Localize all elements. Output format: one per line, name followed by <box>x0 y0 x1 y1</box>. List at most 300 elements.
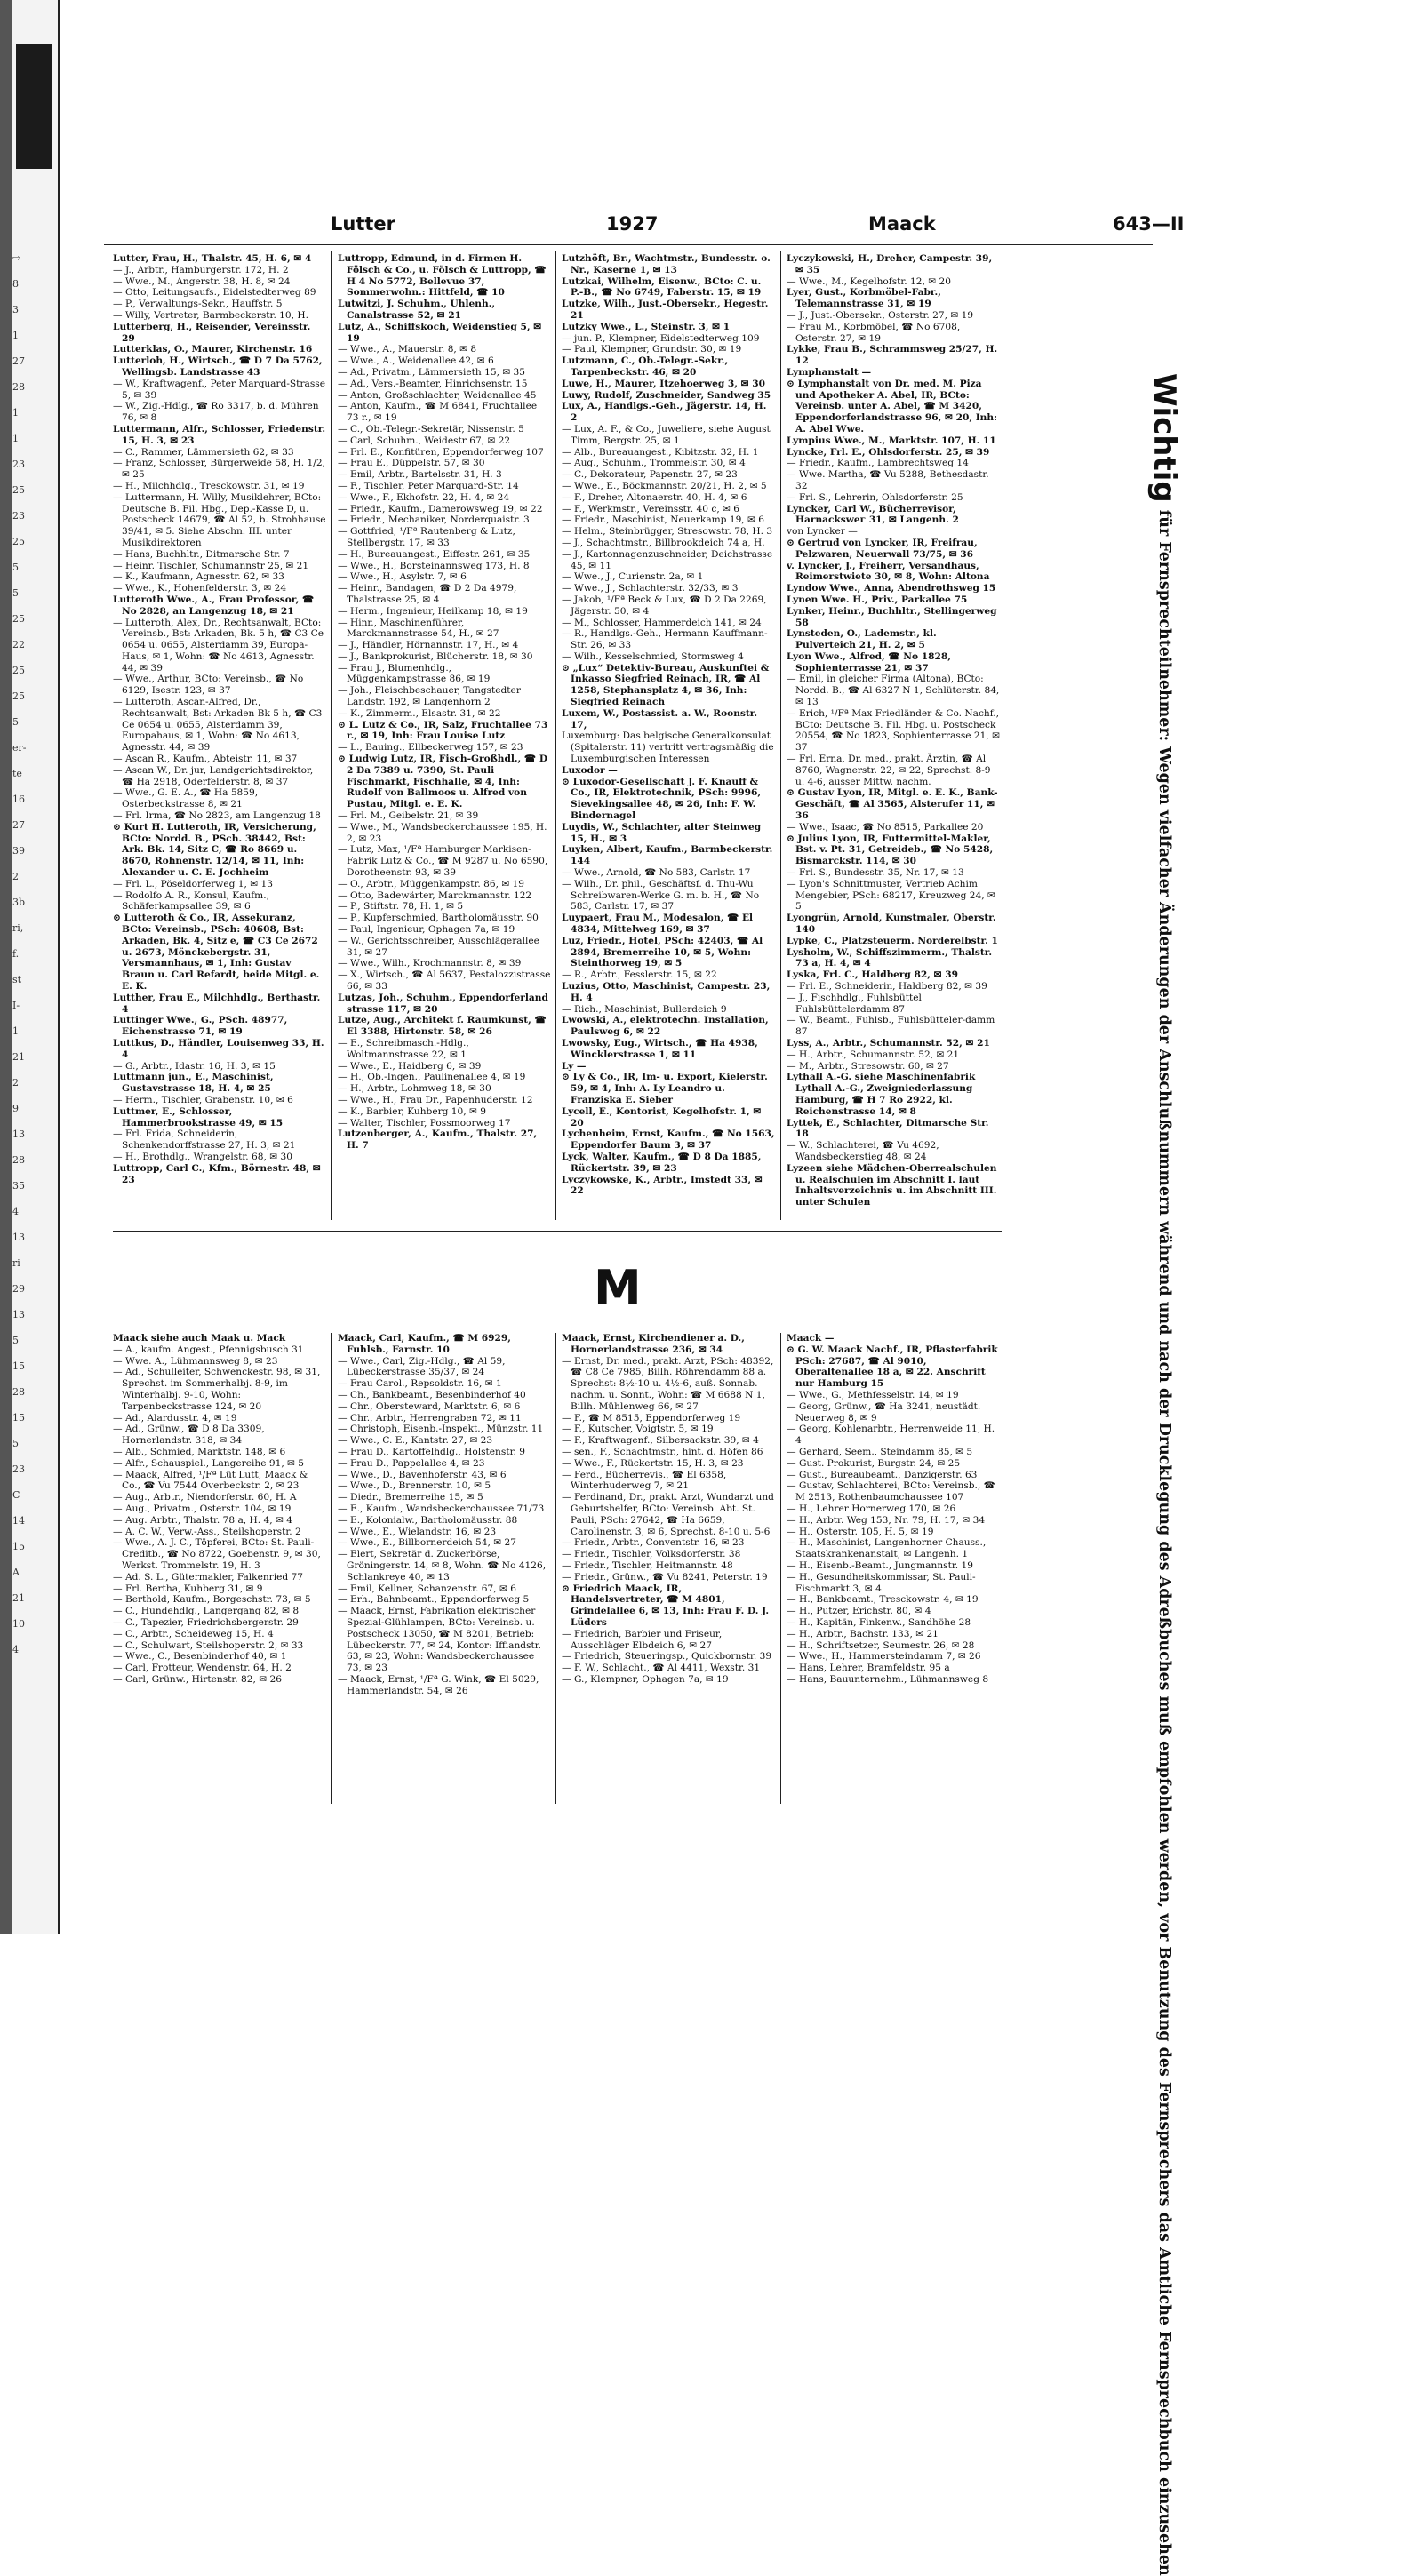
facing-fragment: 23 <box>12 1463 25 1475</box>
header-rule <box>104 244 1153 245</box>
directory-entry: Maack, Carl, Kaufm., ☎ M 6929, Fuhlsb., Farnstr. 10 <box>338 1333 511 1355</box>
directory-entry: ⊙ Ly & Co., IR, Im- u. Export, Kielerstr. 59, ✉ 4, Inh: A. Ly Leandro u. Franziska E. Sieber <box>562 1072 768 1105</box>
facing-fragment: 10 <box>12 1618 25 1630</box>
directory-entry: ⊙ Lutteroth & Co., IR, Assekuranz, BCto: Vereinsb., PSch: 40608, Bst: Arkaden, Bk. 4, Sitz e, ☎ C3 Ce 2672 u. 2673, Mönckebergstr. 31, Versmannhaus, ✉ 1, Inh: Gustav Braun u. Carl Refardt, beide Mitgl. e. E. K. <box>113 913 320 992</box>
directory-entry: — Lyon's Schnittmuster, Vertrieb Achim Mengebier, PSch: 68217, Kreuzweg 24, ✉ 5 <box>787 878 995 913</box>
directory-entry: — Hans, Buchhltr., Ditmarsche Str. 7 <box>113 548 290 560</box>
directory-entry: Luz, Friedr., Hotel, PSch: 42403, ☎ Al 2894, Bremerreihe 10, ✉ 5, Wohn: Steinthorweg 19, ✉ 5 <box>562 935 763 969</box>
directory-entry: — Carl, Schuhm., Weidestr 67, ✉ 22 <box>338 435 511 446</box>
facing-fragment: 28 <box>12 1386 25 1398</box>
directory-entry: Luxem, W., Postassist. a. W., Roonstr. 17, <box>562 707 758 730</box>
directory-entry: — Wwe., M., Angerstr. 38, H. 8, ✉ 24 <box>113 275 291 287</box>
directory-entry: — Gust., Bureaubeamt., Danzigerstr. 63 <box>787 1469 978 1480</box>
column-divider <box>555 251 556 1220</box>
directory-entry: Lycell, E., Kontorist, Kegelhofstr. 1, ✉ 20 <box>562 1105 762 1128</box>
directory-entry: — Diedr., Bremerreihe 15, ✉ 5 <box>338 1492 483 1503</box>
facing-fragment: 27 <box>12 819 25 831</box>
directory-entry: — Elert, Sekretär d. Zuckerbörse, Gröningerstr. 14, ✉ 8, Wohn. ☎ No 4126, Schlankreye 40, ✉ 13 <box>338 1549 547 1583</box>
column-maack-ernst-g <box>562 1333 775 1795</box>
directory-entry: — Alb., Schmied, Marktstr. 148, ✉ 6 <box>113 1446 286 1457</box>
directory-entry: Lwowski, A., elektrotechn. Installation, Paulsweg 6, ✉ 22 <box>562 1015 769 1038</box>
directory-entry: Lyndow Wwe., Anna, Abendrothsweg 15 <box>787 583 996 594</box>
directory-entry: — Chr., Arbtr., Herrengraben 72, ✉ 11 <box>338 1412 522 1424</box>
directory-entry: — jun. P., Klempner, Eidelstedterweg 109 <box>562 332 760 344</box>
directory-entry: — Friedr., Kaufm., Lambrechtsweg 14 <box>787 458 969 469</box>
directory-entry: v. Lyncker, J., Freiherr, Versandhaus, Reimerstwiete 30, ✉ 8, Wohn: Altona <box>787 560 990 583</box>
directory-entry: Lynen Wwe. H., Priv., Parkallee 75 <box>787 594 968 605</box>
directory-entry: — Aug. Arbtr., Thalstr. 78 a, H. 4, ✉ 4 <box>113 1514 292 1526</box>
directory-entry: — Wwe., M., Kegelhofstr. 12, ✉ 20 <box>787 275 951 287</box>
directory-entry: — Frau M., Korbmöbel, ☎ No 6708, Osterstr. 27, ✉ 19 <box>787 321 961 344</box>
column-divider <box>555 1333 556 1804</box>
directory-entry: — Wwe., C. E., Kantstr. 27, ✉ 23 <box>338 1435 493 1447</box>
directory-entry: — M., Schlosser, Hammerdeich 141, ✉ 24 <box>562 617 762 628</box>
directory-entry: — Wwe., C., Besenbinderhof 40, ✉ 1 <box>113 1651 287 1663</box>
facing-fragment: 15 <box>12 1412 25 1424</box>
directory-entry: — Gerhard, Seem., Steindamm 85, ✉ 5 <box>787 1446 973 1457</box>
facing-fragment: I- <box>12 1000 20 1011</box>
directory-entry: ⊙ „Lux“ Detektiv-Bureau, Auskunftei & Inkasso Siegfried Reinach, IR, ☎ Al 1258, Stephansplatz 4, ✉ 36, Inh: Siegfried Reinach <box>562 662 770 708</box>
directory-entry: — Ad., Grünw., ☎ D 8 Da 3309, Hornerlandstr. 318, ✉ 34 <box>113 1424 265 1447</box>
directory-entry: — Friedrich, Steueringsp., Quickbornstr. 39 <box>562 1651 772 1663</box>
directory-entry: — Berthold, Kaufm., Borgeschstr. 73, ✉ 5 <box>113 1594 311 1606</box>
directory-entry: Luttropp, Carl C., Kfm., Börnestr. 48, ✉ 23 <box>113 1162 321 1185</box>
facing-fragment: 2 <box>12 871 19 882</box>
directory-entry: — H., Bureauangest., Eiffestr. 261, ✉ 35 <box>338 548 531 560</box>
directory-entry: — Georg, Kohlenarbtr., Herrenweide 11, H. 4 <box>787 1424 995 1447</box>
notice-text: für Fernsprechteilnehmer: Wegen vielfacher Änderungen der Anschlußnummern während und nach der Drucklegung des Adreßbuches muß empfohlen werden, vor Benutzung des Fernsprechers das Amtliche Fernsprechbuch einzusehen <box>1155 509 1173 2576</box>
directory-entry: — H., Arbtr. Weg 153, Nr. 79, H. 17, ✉ 34 <box>787 1514 986 1526</box>
header-year: 1927 <box>606 213 659 235</box>
facing-fragment: 21 <box>12 1051 25 1063</box>
facing-fragment: 5 <box>12 1335 19 1346</box>
facing-fragment: 28 <box>12 1154 25 1166</box>
directory-entry: Lyck, Walter, Kaufm., ☎ D 8 Da 1885, Rückertstr. 39, ✉ 23 <box>562 1151 762 1174</box>
facing-fragment: 1 <box>12 407 19 419</box>
directory-entry: — J., Just.-Obersekr., Osterstr. 27, ✉ 19 <box>787 309 974 321</box>
directory-entry: — Wwe., E., Haidberg 6, ✉ 39 <box>338 1060 482 1072</box>
directory-entry: Lynker, Heinr., Buchhltr., Stellingerweg 58 <box>787 605 997 628</box>
header-right-keyword: Maack <box>868 213 936 235</box>
directory-entry: — J., Kartonnagenzuschneider, Deichstrasse 45, ✉ 11 <box>562 548 773 571</box>
directory-entry: Luydis, W., Schlachter, alter Steinweg 15, H., ✉ 3 <box>562 821 762 844</box>
directory-entry: — sen., F., Schachtmstr., hint. d. Höfen 86 <box>562 1446 763 1457</box>
directory-entry: — Walter, Tischler, Possmoorweg 17 <box>338 1117 511 1128</box>
directory-entry: Lutzenberger, A., Kaufm., Thalstr. 27, H. 7 <box>338 1128 538 1152</box>
directory-entry: ⊙ Julius Lyon, IR, Futtermittel-Makler, Bst. v. Pt. 31, Getreideb., ☎ No 5428, Bismarckstr. 114, ✉ 30 <box>787 833 994 867</box>
directory-entry: — Ad. S. L., Gütermakler, Falkenried 77 <box>113 1571 304 1583</box>
directory-entry: Lutterberg, H., Reisender, Vereinsstr. 29 <box>113 321 311 344</box>
directory-entry: — E., Kaufm., Wandsbeckerchaussee 71/73 <box>338 1503 545 1514</box>
directory-entry: — Luttermann, H. Willy, Musiklehrer, BCto: Deutsche B. Fil. Hbg., Dep.-Kasse D, u. Postscheck 14679, ☎ Al 52, b. Strohhause 39/41, ✉ 5. Siehe Abschn. III. unter Musikdirektoren <box>113 491 326 548</box>
directory-entry: — K., Zimmerm., Elsastr. 31, ✉ 22 <box>338 707 501 719</box>
directory-entry: — Wwe., M., Wandsbeckerchaussee 195, H. 2, ✉ 23 <box>338 821 547 844</box>
directory-entry: — E., Schreibmasch.-Hdlg., Woltmannstrasse 22, ✉ 1 <box>338 1037 469 1060</box>
directory-entry: — A., kaufm. Angest., Pfennigsbusch 31 <box>113 1344 304 1355</box>
directory-entry: — Friedrich, Barbier und Friseur, Ausschläger Elbdeich 6, ✉ 27 <box>562 1628 723 1651</box>
directory-entry: Lux, A., Handlgs.-Geh., Jägerstr. 14, H. 2 <box>562 401 767 424</box>
facing-fragment: 25 <box>12 613 25 625</box>
running-header <box>331 213 1202 240</box>
directory-entry: Lyon Wwe., Alfred, ☎ No 1828, Sophienterrasse 21, ✉ 37 <box>787 650 951 674</box>
directory-entry: ⊙ Lymphanstalt von Dr. med. M. Piza und Apotheker A. Abel, IR, BCto: Vereinsb. unter A. Abel, ☎ M 3420, Eppendorferlandstrasse 96, ✉ 20, Inh: A. Abel Wwe. <box>787 378 997 435</box>
directory-entry: Lympius Wwe., M., Marktstr. 107, H. 11 <box>787 435 996 446</box>
directory-entry: von Lyncker — <box>787 526 858 538</box>
directory-entry: — Herm., Ingenieur, Heilkamp 18, ✉ 19 <box>338 605 528 617</box>
directory-entry: — Wwe., E., Böckmannstr. 20/21, H. 2, ✉ 5 <box>562 480 767 491</box>
facing-fragment: 8 <box>12 278 19 290</box>
directory-entry: — J., Bankprokurist, Blücherstr. 18, ✉ 30 <box>338 650 533 662</box>
directory-entry: — Wwe. Martha, ☎ Vu 5288, Bethesdastr. 32 <box>787 469 989 491</box>
directory-entry: — A. C. W., Verw.-Ass., Steilshoperstr. 2 <box>113 1526 301 1537</box>
directory-entry: — Wwe., H., Asylstr. 7, ✉ 6 <box>338 571 467 583</box>
directory-entry: — Frl. E., Konfitüren, Eppendorferweg 107 <box>338 446 544 458</box>
directory-entry: Lyttek, E., Schlachter, Ditmarsche Str. 18 <box>787 1117 989 1140</box>
directory-entry: Lutzas, Joh., Schuhm., Eppendorferland strasse 117, ✉ 20 <box>338 992 548 1015</box>
directory-entry: — Wwe., H., Hammersteindamm 7, ✉ 26 <box>787 1651 981 1663</box>
column-lyczykowski-lyzeen <box>787 253 1000 1213</box>
facing-fragment: 14 <box>12 1515 25 1527</box>
directory-entry: Lutter, Frau, H., Thalstr. 45, H. 6, ✉ 4 <box>113 253 312 264</box>
directory-entry: — P., Stiftstr. 78, H. 1, ✉ 5 <box>338 901 464 913</box>
facing-fragment: 25 <box>12 665 25 676</box>
directory-entry: — Frl. Bertha, Kuhberg 31, ✉ 9 <box>113 1583 263 1594</box>
directory-entry: — Lutteroth, Alex, Dr., Rechtsanwalt, BCto: Vereinsb., Bst: Arkaden, Bk. 5 h, ☎ C3 Ce 0654 u. 0655, Alsterdamm 39, Europa-Haus, ✉ 1, Wohn: ☎ No 4613, Agnesstr. 44, ✉ 39 <box>113 617 324 674</box>
facing-fragment: C <box>12 1489 20 1501</box>
directory-entry: — Gust. Prokurist, Burgstr. 24, ✉ 25 <box>787 1457 961 1469</box>
facing-fragment: 5 <box>12 1438 19 1449</box>
directory-entry: — H., Maschinist, Langenhorner Chauss., Staatskrankenanstalt, ✉ Langenh. 1 <box>787 1537 987 1560</box>
vertical-notice <box>1124 373 1182 2576</box>
directory-entry: — R., Arbtr., Fesslerstr. 15, ✉ 22 <box>562 969 717 981</box>
directory-entry: — Heinr., Bandagen, ☎ D 2 Da 4979, Thalstrasse 25, ✉ 4 <box>338 583 517 605</box>
directory-entry: — Otto, Badewärter, Marckmannstr. 122 <box>338 889 532 901</box>
facing-fragment: 4 <box>12 1644 19 1655</box>
directory-entry: — Wwe., F., Ekhofstr. 22, H. 4, ✉ 24 <box>338 491 510 503</box>
directory-entry: — J., Fischhdlg., Fuhlsbüttel Fuhlsbüttelerdamm 87 <box>787 992 922 1015</box>
directory-entry: — E., Kolonialw., Bartholomäusstr. 88 <box>338 1514 518 1526</box>
directory-entry: — Georg, Grünw., ☎ Ha 3241, neustädt. Neuerweg 8, ✉ 9 <box>787 1400 981 1424</box>
directory-entry: — Wwe., G. E. A., ☎ Ha 5859, Osterbeckstrasse 8, ✉ 21 <box>113 787 259 810</box>
directory-entry: Lyzeen siehe Mädchen-Oberrealschulen u. Realschulen im Abschnitt I. laut Inhaltsverzeichnis u. im Abschnitt III. unter Schulen <box>787 1162 997 1208</box>
directory-entry: — Friedr., Tischler, Heitmannstr. 48 <box>562 1559 733 1571</box>
directory-entry: Luxodor — <box>562 764 618 776</box>
directory-entry: — X., Wirtsch., ☎ Al 5637, Pestalozzistrasse 66, ✉ 33 <box>338 969 551 992</box>
header-left-keyword: Lutter <box>331 213 396 235</box>
section-letter-m: M <box>594 1260 642 1316</box>
directory-entry: — Aug., Schuhm., Trommelstr. 30, ✉ 4 <box>562 458 746 469</box>
facing-fragment: 9 <box>12 1103 19 1114</box>
directory-entry: — Heinr. Tischler, Schumannstr 25, ✉ 21 <box>113 560 309 571</box>
facing-fragment: ri <box>12 1257 20 1269</box>
facing-fragment: f. <box>12 948 20 960</box>
directory-entry: Lyer, Gust., Korbmöbel-Fabr., Telemannstrasse 31, ✉ 19 <box>787 287 941 310</box>
directory-entry: Lutzke, Wilh., Just.-Obersekr., Hegestr. 21 <box>562 299 769 321</box>
directory-entry: — C., Tapezier, Friedrichsbergerstr. 29 <box>113 1616 299 1628</box>
directory-entry: — Frau Carol., Repsoldstr. 16, ✉ 1 <box>338 1378 502 1390</box>
directory-entry: — Frl. Frida, Schneiderin, Schenkendorffstrasse 27, H. 3, ✉ 21 <box>113 1128 296 1152</box>
facing-fragment: 4 <box>12 1206 19 1217</box>
directory-entry: — Chr., Obersteward, Marktstr. 6, ✉ 6 <box>338 1400 521 1412</box>
directory-entry: Luzius, Otto, Maschinist, Campestr. 23, H. 4 <box>562 981 771 1003</box>
directory-entry: Luyken, Albert, Kaufm., Barmbeckerstr. 144 <box>562 844 773 867</box>
directory-entry: — Frau D., Pappelallee 4, ✉ 23 <box>338 1457 485 1469</box>
directory-entry: — Herm., Tischler, Grabenstr. 10, ✉ 6 <box>113 1094 293 1105</box>
directory-entry: — W., Gerichtsschreiber, Ausschlägerallee 31, ✉ 27 <box>338 935 539 958</box>
facing-fragment: 28 <box>12 381 25 393</box>
directory-entry: Luttermann, Alfr., Schlosser, Friedenstr. 15, H. 3, ✉ 23 <box>113 423 326 446</box>
directory-entry: — Maack, Ernst, Fabrikation elektrischer Spezial-Glühlampen, BCto: Vereinsb. u. Postscheck 13050, ☎ M 8201, Betrieb: Lübeckerstr. 77, ✉ 24, Kontor: Iffiandstr. 63, ✉ 23, Wohn: Wandsbeckerchaussee 73, ✉ 23 <box>338 1606 542 1674</box>
directory-entry: — Jakob, ¹/Fª Beck & Lux, ☎ D 2 Da 2269, Jägerstr. 50, ✉ 4 <box>562 594 767 617</box>
section-rule-top <box>113 1231 1002 1232</box>
directory-entry: — Aug., Privatm., Osterstr. 104, ✉ 19 <box>113 1503 292 1514</box>
directory-entry: Lutzkai, Wilhelm, Eisenw., BCto: C. u. P.-B., ☎ No 6749, Faberstr. 15, ✉ 19 <box>562 275 762 299</box>
directory-entry: — Friedr., Mechaniker, Norderquaistr. 3 <box>338 514 530 526</box>
facing-fragment: ri, <box>12 922 24 934</box>
directory-entry: — Wwe., E., Wielandstr. 16, ✉ 23 <box>338 1526 497 1537</box>
facing-fragment: er- <box>12 742 27 754</box>
facing-fragment: 23 <box>12 459 25 470</box>
directory-entry: — Paul, Klempner, Grundstr. 30, ✉ 19 <box>562 344 742 355</box>
directory-entry: — Frl. E., Schneiderin, Haldberg 82, ✉ 39 <box>787 981 987 992</box>
directory-entry: — Rich., Maschinist, Bullerdeich 9 <box>562 1003 727 1015</box>
directory-entry: — Hans, Lehrer, Bramfeldstr. 95 a <box>787 1663 950 1674</box>
column-divider <box>780 251 781 1220</box>
directory-entry: — Friedr., Kaufm., Damerowsweg 19, ✉ 22 <box>338 503 543 514</box>
facing-page-edge <box>0 0 60 1934</box>
facing-fragment: 5 <box>12 562 19 573</box>
directory-entry: — Ernst, Dr. med., prakt. Arzt, PSch: 48392, ☎ C8 Ce 7985, Billh. Röhrendamm 88 a. Sprechst: 8½-10 u. 4½-6, auß. Sonnab. nachm. u. Sonnt., Wohn: ☎ M 6688 N 1, Billh. Mühlenweg 66, ✉ 27 <box>562 1355 774 1412</box>
directory-entry: Luwy, Rudolf, Zuschneider, Sandweg 35 <box>562 389 771 401</box>
directory-entry: Lutzky Wwe., L., Steinstr. 3, ✉ 1 <box>562 321 731 332</box>
directory-entry: — Friedr., Grünw., ☎ Vu 8241, Peterstr. 19 <box>562 1571 768 1583</box>
facing-fragment: ⇨ <box>12 252 21 264</box>
directory-entry: — O., Arbtr., Müggenkampstr. 86, ✉ 19 <box>338 878 525 889</box>
directory-entry: — H., Eisenb.-Beamt., Jungmannstr. 19 <box>787 1559 973 1571</box>
directory-entry: — Hinr., Maschinenführer, Marckmannstrasse 54, H., ✉ 27 <box>338 617 499 640</box>
directory-entry: — H., Lehrer Hornerweg 170, ✉ 26 <box>787 1503 956 1514</box>
directory-entry: — Lux, A. F., & Co., Juweliere, siehe August Timm, Bergstr. 25, ✉ 1 <box>562 423 771 446</box>
directory-entry: — Ad., Vers.-Beamter, Hinrichsenstr. 15 <box>338 378 528 389</box>
facing-fragment: 23 <box>12 510 25 522</box>
directory-entry: — Ad., Schulleiter, Schwenckestr. 98, ✉ 31, Sprechst. im Sommerhalbj. 8-9, im Winterhalbj. 9-10, Wohn: Tarpenbeckstrasse 124, ✉ 20 <box>113 1367 321 1412</box>
directory-entry: — Wilh., Dr. phil., Geschäftsf. d. Thu-Wu Schreibwaren-Werke G. m. b. H., ☎ No 583, Carlstr. 17, ✉ 37 <box>562 878 760 913</box>
directory-entry: Luwe, H., Maurer, Itzehoerweg 3, ✉ 30 <box>562 378 765 389</box>
directory-entry: — C., Dekorateur, Papenstr. 27, ✉ 23 <box>562 469 738 481</box>
directory-entry: Lwowsky, Eug., Wirtsch., ☎ Ha 4938, Wincklerstrasse 1, ✉ 11 <box>562 1037 758 1060</box>
directory-entry: — Anton, Kaufm., ☎ M 6841, Fruchtallee 73 r., ✉ 19 <box>338 401 538 424</box>
directory-entry: — Alb., Bureauangest., Kibitzstr. 32, H. 1 <box>562 446 759 458</box>
directory-entry: — H., Brothdlg., Wrangelstr. 68, ✉ 30 <box>113 1151 292 1162</box>
directory-entry: — Wwe., F., Rückertstr. 15, H. 3, ✉ 23 <box>562 1457 744 1469</box>
directory-entry: — Franz, Schlosser, Bürgerweide 58, H. 1/2, ✉ 25 <box>113 458 325 481</box>
directory-entry: — Erh., Bahnbeamt., Eppendorferweg 5 <box>338 1594 530 1606</box>
directory-entry: — Frl. Irma, ☎ No 2823, am Langenzug 18 <box>113 810 321 822</box>
directory-entry: ⊙ Gertrud von Lyncker, IR, Freifrau, Pelzwaren, Neuerwall 73/75, ✉ 36 <box>787 537 978 560</box>
directory-entry: — Ascan W., Dr. jur, Landgerichtsdirektor, ☎ Ha 2918, Oderfelderstr. 8, ✉ 37 <box>113 764 314 787</box>
directory-entry: Lutz, A., Schiffskoch, Weidenstieg 5, ✉ 19 <box>338 321 542 344</box>
directory-entry: — Wwe., J., Schlachterstr. 32/33, ✉ 3 <box>562 583 739 594</box>
facing-fragment: te <box>12 768 22 779</box>
directory-entry: — Wwe., D., Brennerstr. 10, ✉ 5 <box>338 1480 491 1492</box>
directory-entry: — Ad., Privatm., Lämmersieth 15, ✉ 35 <box>338 366 526 378</box>
facing-fragment: st <box>12 974 22 985</box>
directory-entry: — H., Ob.-Ingen., Paulinenallee 4, ✉ 19 <box>338 1072 526 1083</box>
directory-entry: — J., Händler, Hörnannstr. 17, H., ✉ 4 <box>338 640 519 651</box>
facing-fragment: 16 <box>12 794 25 805</box>
facing-fragment: 22 <box>12 639 25 650</box>
directory-entry: Luttinger Wwe., G., PSch. 48977, Eichenstrasse 71, ✉ 19 <box>113 1015 288 1038</box>
directory-entry: Ly — <box>562 1060 587 1072</box>
facing-fragment: 1 <box>12 1025 19 1037</box>
directory-entry: — Gottfried, ¹/Fª Rautenberg & Lutz, Stellbergstr. 17, ✉ 33 <box>338 526 515 548</box>
directory-entry: — Carl, Frotteur, Wendenstr. 64, H. 2 <box>113 1663 292 1674</box>
facing-fragment: 39 <box>12 845 25 857</box>
directory-entry: Luttkus, D., Händler, Louisenweg 33, H. 4 <box>113 1037 324 1060</box>
black-tab-marker <box>16 44 52 169</box>
directory-entry: — Frl. Erna, Dr. med., prakt. Ärztin, ☎ Al 8760, Wagnerstr. 22, ✉ 22, Sprechst. 8-9 u. 4-6, ausser Mittw. nachm. <box>787 754 991 787</box>
directory-entry: — Wwe., Isaac, ☎ No 8515, Parkallee 20 <box>787 821 984 833</box>
directory-entry: Luttropp, Edmund, in d. Firmen H. Fölsch & Co., u. Fölsch & Luttropp, ☎ H 4 No 5772, Bellevue 37, Sommerwohn.: Hittfeld, ☎ 10 <box>338 253 547 299</box>
directory-entry: — Wwe., H., Borsteinannsweg 173, H. 8 <box>338 560 530 571</box>
facing-fragment: 3 <box>12 304 19 315</box>
facing-fragment: A <box>12 1567 20 1578</box>
directory-entry: Lutzmann, C., Ob.-Telegr.-Sekr., Tarpenbeckstr. 46, ✉ 20 <box>562 355 729 378</box>
directory-entry: — Maack, Alfred, ¹/Fª Lüt Lutt, Maack & Co., ☎ Vu 7544 Overbeckstr. 2, ✉ 23 <box>113 1469 308 1492</box>
directory-entry: — H., Arbtr., Bachstr. 133, ✉ 21 <box>787 1628 939 1639</box>
directory-entry: Lyczykowske, K., Arbtr., Imstedt 33, ✉ 22 <box>562 1174 763 1197</box>
directory-entry: — F., ☎ M 8515, Eppendorferweg 19 <box>562 1412 741 1424</box>
directory-entry: — Emil, in gleicher Firma (Altona), BCto: Nordd. B., ☎ Al 6327 N 1, Schlüterstr. 84, ✉ 13 <box>787 674 1000 708</box>
directory-entry: — Frl. S., Lehrerin, Ohlsdorferstr. 25 <box>787 491 963 503</box>
directory-entry: — Wwe., A., Mauerstr. 8, ✉ 8 <box>338 344 477 355</box>
directory-entry: — Ferd., Bücherrevis., ☎ El 6358, Winterhuderweg 7, ✉ 21 <box>562 1469 727 1492</box>
notice-keyword: Wichtig <box>1146 373 1182 503</box>
directory-entry: — C., Arbtr., Scheideweg 15, H. 4 <box>113 1628 274 1639</box>
directory-entry: — Friedr., Arbtr., Conventstr. 16, ✉ 23 <box>562 1537 745 1549</box>
header-page-number: 643—II <box>1113 213 1185 235</box>
directory-entry: — Frl. L., Pöseldorferweg 1, ✉ 13 <box>113 878 273 889</box>
directory-entry: — Ch., Bankbeamt., Besenbinderhof 40 <box>338 1389 526 1400</box>
facing-fragment: 2 <box>12 1077 19 1089</box>
directory-entry: ⊙ Kurt H. Lutteroth, IR, Versicherung, BCto: Nordd. B., PSch. 38442, Bst: Ark. Bk. 14, Sitz C, ☎ Ro 8669 u. 8670, Rohnenstr. 12/14, ✉ 11, Inh: Alexander u. C. E. Jochheim <box>113 821 316 879</box>
directory-entry: — Wwe., G., Methfesselstr. 14, ✉ 19 <box>787 1389 959 1400</box>
directory-entry: — Paul, Ingenieur, Ophagen 7a, ✉ 19 <box>338 924 515 936</box>
directory-entry: Luttmer, E., Schlosser, Hammerbrookstrasse 49, ✉ 15 <box>113 1105 284 1128</box>
directory-entry: Maack, Ernst, Kirchendiener a. D., Hornerlandstrasse 236, ✉ 34 <box>562 1333 745 1355</box>
directory-entry: — Ascan R., Kaufm., Abteistr. 11, ✉ 37 <box>113 754 298 765</box>
directory-entry: — Wwe. A., Lühmannsweg 8, ✉ 23 <box>113 1355 278 1367</box>
directory-entry: — Carl, Grünw., Hirtenstr. 82, ✉ 26 <box>113 1673 282 1685</box>
directory-entry: — C., Schulwart, Steilshoperstr. 2, ✉ 33 <box>113 1639 304 1651</box>
facing-fragment: 13 <box>12 1309 25 1320</box>
directory-entry: — Alfr., Schauspiel., Langereihe 91, ✉ 5 <box>113 1457 305 1469</box>
directory-entry: — Lutteroth, Ascan-Alfred, Dr., Rechtsanwalt, Bst: Arkaden Bk 5 h, ☎ C3 Ce 0654 u. 0655, Alsterdamm 39, Europahaus, ✉ 1, Wohn: ☎ No 4613, Agnesstr. 44, ✉ 39 <box>113 697 323 754</box>
directory-entry: — Friedr., Tischler, Volksdorferstr. 38 <box>562 1549 741 1560</box>
directory-entry: — F., Werkmstr., Vereinsstr. 40 c, ✉ 6 <box>562 503 740 514</box>
directory-entry: Lyncker, Carl W., Bücherrevisor, Harnackswег 31, ✉ Langenh. 2 <box>787 503 959 526</box>
directory-entry: — W., Kraftwagenf., Peter Marquard-Strasse 5, ✉ 39 <box>113 378 325 401</box>
directory-entry: — Wwe., Wilh., Krochmannstr. 8, ✉ 39 <box>338 958 522 969</box>
directory-entry: — Wwe., E., Billbornerdeich 54, ✉ 27 <box>338 1537 516 1549</box>
facing-fragment: 27 <box>12 355 25 367</box>
directory-entry: — F., Kraftwagenf., Silbersackstr. 39, ✉ 4 <box>562 1435 759 1447</box>
directory-entry: — H., Milchhdlg., Tresckowstr. 31, ✉ 19 <box>113 480 305 491</box>
facing-fragment: 25 <box>12 536 25 547</box>
directory-entry: Lyongrün, Arnold, Kunstmaler, Oberstr. 140 <box>787 913 996 936</box>
facing-fragment: 15 <box>12 1360 25 1372</box>
directory-entry: — J., Arbtr., Hamburgerstr. 172, H. 2 <box>113 264 289 275</box>
directory-entry: Luttmann jun., E., Maschinist, Gustavstrasse 18, H. 4, ✉ 25 <box>113 1072 274 1095</box>
directory-entry: ⊙ Friedrich Maack, IR, Handelsvertreter, ☎ M 4801, Grindelallee 6, ✉ 13, Inh: Frau F. D. J. Lüders <box>562 1583 770 1628</box>
directory-entry: — Wwe., J., Curienstr. 2a, ✉ 1 <box>562 571 704 583</box>
facing-fragment: 13 <box>12 1128 25 1140</box>
column-lutter <box>113 253 326 1213</box>
facing-fragment: 1 <box>12 330 19 341</box>
directory-entry: — Gustav, Schlachterei, BCto: Vereinsb., ☎ M 2513, Rothenbaumchaussee 107 <box>787 1480 995 1503</box>
facing-fragment: 35 <box>12 1180 25 1192</box>
directory-entry: Maack — <box>787 1333 835 1344</box>
directory-entry: ⊙ Ludwig Lutz, IR, Fisch-Großhdl., ☎ D 2 Da 7389 u. 7390, St. Pauli Fischmarkt, Fischhalle, ✉ 4, Inh: Rudolf von Ballmoos u. Alfred von Pustau, Mitgl. e. E. K. <box>338 754 548 810</box>
directory-entry: — K., Kaufmann, Agnesstr. 62, ✉ 33 <box>113 571 284 583</box>
directory-entry: — C., Rammer, Lämmersieth 62, ✉ 33 <box>113 446 294 458</box>
directory-entry: — Willy, Vertreter, Barmbeckerstr. 10, H. <box>113 309 308 321</box>
directory-entry: Lykke, Frau B., Schrammsweg 25/27, H. 12 <box>787 344 998 367</box>
directory-entry: — H., Gesundheitskommissar, St. Pauli-Fischmarkt 3, ✉ 4 <box>787 1571 976 1594</box>
directory-entry: Lutwitzi, J. Schuhm., Uhlenh., Canalstrasse 52, ✉ 21 <box>338 299 496 321</box>
column-divider <box>331 251 332 1220</box>
directory-entry: Lythall A.-G. siehe Maschinenfabrik Lythall A.-G., Zweigniederlassung Hamburg, ☎ H 7 Ro 2922, kl. Reichenstrasse 14, ✉ 8 <box>787 1072 976 1117</box>
directory-entry: Lyss, A., Arbtr., Schumannstr. 52, ✉ 21 <box>787 1037 990 1049</box>
directory-entry: — J., Schachtmstr., Billbrookdeich 74 a, H. <box>562 537 765 548</box>
directory-entry: — Frau D., Kartoffelhdlg., Holstenstr. 9 <box>338 1446 525 1457</box>
facing-fragment: 1 <box>12 433 19 444</box>
directory-entry: — C., Ob.-Telegr.-Sekretär, Nissenstr. 5 <box>338 423 524 435</box>
facing-fragment: 13 <box>12 1232 25 1243</box>
directory-entry: — Friedr., Maschinist, Neuerkamp 19, ✉ 6 <box>562 514 765 526</box>
directory-entry: — H., Schriftsetzer, Seumestr. 26, ✉ 28 <box>787 1639 975 1651</box>
directory-entry: — Emil, Arbtr., Bartelsstr. 31, H. 3 <box>338 469 502 481</box>
directory-entry: — P., Verwaltungs-Sekr., Hauffstr. 5 <box>113 299 283 310</box>
facing-fragment: 3b <box>12 897 26 908</box>
directory-entry: — F., Dreher, Altonaerstr. 40, H. 4, ✉ 6 <box>562 491 747 503</box>
directory-entry: — Rodolfo A. R., Konsul, Kaufm., Schäferkampsallee 39, ✉ 6 <box>113 889 269 913</box>
directory-entry: — Hans, Bauunternehm., Lühmannsweg 8 <box>787 1673 989 1685</box>
directory-entry: Lutterklas, O., Maurer, Kirchenstr. 16 <box>113 344 313 355</box>
directory-entry: — F. W., Schlacht., ☎ Al 4411, Wexstr. 31 <box>562 1663 761 1674</box>
directory-entry: — H., Putzer, Erichstr. 80, ✉ 4 <box>787 1606 931 1617</box>
column-lutzhoeft-lyczykowske <box>562 253 775 1213</box>
directory-entry: — H., Arbtr., Schumannstr. 52, ✉ 21 <box>787 1049 960 1060</box>
directory-entry: — H., Osterstr. 105, H. 5, ✉ 19 <box>787 1526 934 1537</box>
directory-entry: — Joh., Fleischbeschauer, Tangstedter Landstr. 192, ✉ Langenhorn 2 <box>338 685 521 708</box>
directory-entry: — Wwe., A., Weidenallee 42, ✉ 6 <box>338 355 494 367</box>
directory-entry: — Otto, Leitungsaufs., Eidelstedterweg 89 <box>113 287 316 299</box>
directory-entry: Luxemburg: Das belgische Generalkonsulat (Spitalerstr. 11) vertritt vertragsmäßig die Luxemburgischen Interessen <box>562 730 774 765</box>
directory-entry: — M., Arbtr., Stresowstr. 60, ✉ 27 <box>787 1060 949 1072</box>
directory-entry: — Wilh., Kesselschmied, Stormsweg 4 <box>562 650 744 662</box>
directory-entry: Lutteroth Wwe., A., Frau Professor, ☎ No 2828, an Langenzug 18, ✉ 21 <box>113 594 315 617</box>
directory-entry: — H., Kapitän, Finkenw., Sandhöhe 28 <box>787 1616 971 1628</box>
directory-entry: — F., Kutscher, Voigtstr. 5, ✉ 19 <box>562 1424 714 1435</box>
directory-entry: — Maack, Ernst, ¹/Fª G. Wink, ☎ El 5029, Hammerlandstr. 54, ✉ 26 <box>338 1673 539 1696</box>
directory-entry: — Aug., Arbtr., Niendorferstr. 60, H. A <box>113 1492 297 1503</box>
directory-entry: — Frau E., Düppelstr. 57, ✉ 30 <box>338 458 485 469</box>
directory-entry: — Emil, Kellner, Schanzenstr. 67, ✉ 6 <box>338 1583 517 1594</box>
directory-entry: — K., Barbier, Kuhberg 10, ✉ 9 <box>338 1105 487 1117</box>
column-maack-a-c <box>113 1333 326 1795</box>
facing-fragment: 21 <box>12 1592 25 1604</box>
